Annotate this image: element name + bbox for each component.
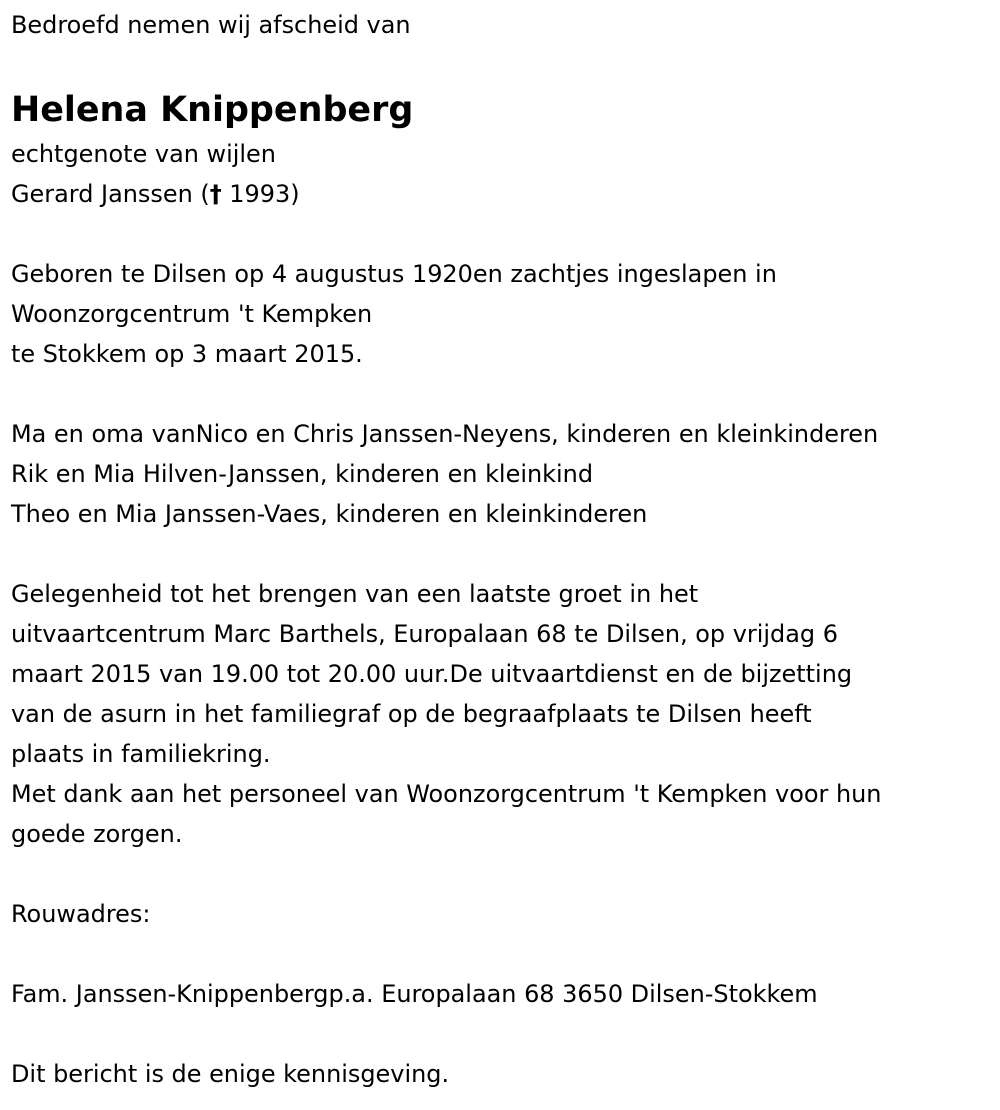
closing-note: Dit bericht is de enige kennisgeving. — [11, 1060, 450, 1088]
birth-death-paragraph — [11, 254, 993, 374]
paragraph-line: Rik en Mia Hilven-Janssen, kinderen en kleinkind — [11, 460, 594, 488]
spouse-death-year: 1993) — [221, 180, 300, 208]
paragraph-line: Geboren te Dilsen op 4 augustus 1920en zachtjes ingeslapen in — [11, 260, 777, 288]
paragraph-line: plaats in familiekring. — [11, 740, 271, 768]
paragraph-line: Met dank aan het personeel van Woonzorgcentrum 't Kempken voor hun — [11, 780, 882, 808]
paragraph-line: Theo en Mia Janssen-Vaes, kinderen en kleinkinderen — [11, 500, 648, 528]
paragraph-line: van de asurn in het familiegraf op de begraafplaats te Dilsen heeft — [11, 700, 812, 728]
arrangements-paragraph — [11, 574, 993, 854]
paragraph-line: uitvaartcentrum Marc Barthels, Europalaan 68 te Dilsen, op vrijdag 6 — [11, 620, 838, 648]
cross-icon: † — [209, 180, 222, 208]
spouse-line — [11, 174, 993, 214]
deceased-name: Helena Knippenberg — [11, 90, 414, 130]
paragraph-line: Woonzorgcentrum 't Kempken — [11, 300, 373, 328]
address-label: Rouwadres: — [11, 900, 151, 928]
spouse-name: Gerard Janssen ( — [11, 180, 210, 208]
paragraph-line: goede zorgen. — [11, 820, 183, 848]
spacer — [11, 214, 993, 254]
intro-text: Bedroefd nemen wij afscheid van — [11, 11, 411, 39]
paragraph-line: Gelegenheid tot het brengen van een laatste groet in het — [11, 580, 699, 608]
mourning-address: Fam. Janssen-Knippenbergp.a. Europalaan 68 3650 Dilsen-Stokkem — [11, 980, 818, 1008]
spouse-prefix: echtgenote van wijlen — [11, 140, 276, 168]
obituary-notice — [11, 0, 993, 1094]
paragraph-line: Ma en oma vanNico en Chris Janssen-Neyens, kinderen en kleinkinderen — [11, 420, 879, 448]
spacer — [11, 534, 993, 574]
spacer — [11, 934, 993, 974]
spacer — [11, 854, 993, 894]
spacer — [11, 374, 993, 414]
family-paragraph — [11, 414, 993, 534]
spacer — [11, 1014, 993, 1054]
paragraph-line: te Stokkem op 3 maart 2015. — [11, 340, 363, 368]
paragraph-line: maart 2015 van 19.00 tot 20.00 uur.De uitvaartdienst en de bijzetting — [11, 660, 853, 688]
